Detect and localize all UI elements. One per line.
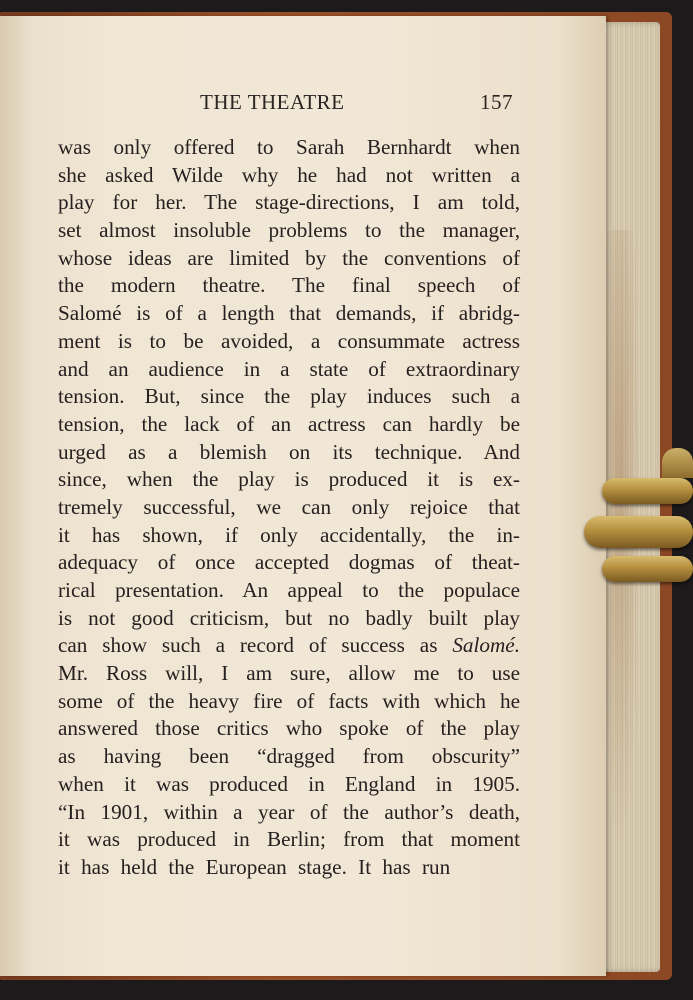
text-line-15: it has shown, if only accidentally, the in- [58,522,520,547]
text-line-16: adequacy of once accepted dogmas of theat- [58,550,520,575]
text-line-26: it was produced in Berlin; from that moment [58,827,520,852]
text-line-19 [58,632,520,660]
text-line-2: she asked Wilde why he had not written a [58,162,520,187]
clasp-bar-bottom [602,556,693,582]
text-line-23: as having been “dragged from obscurity” [58,744,520,769]
text-line-12: urged as a blemish on its technique. And [58,439,520,464]
text-line-11: tension, the lack of an actress can hardly be [58,411,520,436]
text-line-22: answered those critics who spoke of the play [58,716,520,741]
clasp-bar-middle [584,516,693,548]
text-line-9: and an audience in a state of extraordinary [58,356,520,381]
text-line-3: play for her. The stage-directions, I am told, [58,190,520,215]
clasp-bar-top [602,478,693,504]
text-line-10: tension. But, since the play induces such a [58,384,520,409]
text-line-4: set almost insoluble problems to the manager, [58,218,520,243]
running-head [0,90,606,118]
brass-clasp [580,470,693,590]
text-line-5: whose ideas are limited by the conventions of [58,245,520,270]
running-title: THE THEATRE [200,90,345,114]
text-line-6: the modern theatre. The final speech of [58,273,520,298]
text-line-21: some of the heavy fire of facts with which he [58,688,520,713]
text-line-20: Mr. Ross will, I am sure, allow me to use [58,661,520,686]
text-line-1: was only offered to Sarah Bernhardt when [58,135,520,159]
text-line-8: ment is to be avoided, a consummate actress [58,328,520,353]
text-line-14: tremely successful, we can only rejoice that [58,494,520,519]
book-page [0,16,606,976]
italic-title-salome: Salomé. [452,633,520,658]
text-line-27: it has held the European stage. It has run [58,854,451,879]
text-line-17: rical presentation. An appeal to the populace [58,578,520,602]
body-text [58,134,520,882]
text-line-13: since, when the play is produced it is ex- [58,467,520,492]
text-line-24: when it was produced in England in 1905. [58,771,520,796]
text-line-25: “In 1901, within a year of the author’s death, [58,799,520,824]
text-line-19-text: can show such a record of success as [58,633,438,658]
text-line-18: is not good criticism, but no badly built play [58,605,520,630]
page-number: 157 [480,90,513,114]
text-line-7: Salomé is of a length that demands, if abridg- [58,301,520,326]
clasp-cap [662,448,693,478]
